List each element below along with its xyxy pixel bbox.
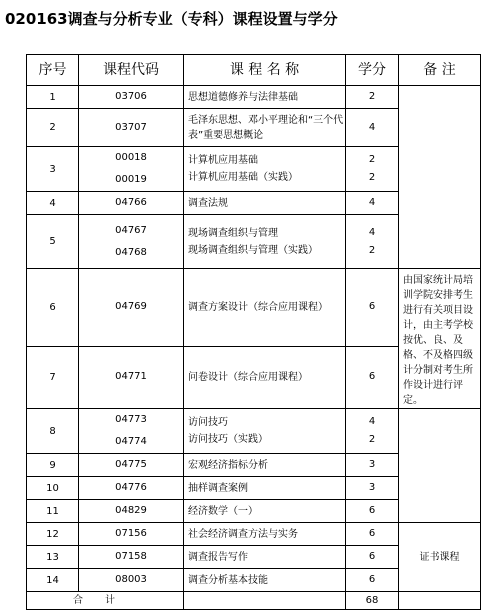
course-credit: 6 — [368, 551, 376, 562]
row-credit-cell — [346, 569, 399, 592]
row-credit-cell — [346, 147, 399, 192]
row-name-cell — [184, 477, 346, 500]
row-code-cell — [79, 569, 184, 592]
row-seq: 5 — [27, 215, 79, 269]
course-credit: 4 — [368, 226, 376, 238]
course-code: 04771 — [115, 371, 147, 383]
page-title: 020163调查与分析专业（专科）课程设置与学分 — [5, 10, 338, 28]
row-code-cell — [79, 546, 184, 569]
row-name-cell — [184, 569, 346, 592]
header-credit: 学分 — [346, 55, 399, 86]
total-row — [27, 592, 481, 610]
row-name-cell — [184, 454, 346, 477]
row-name-cell — [184, 523, 346, 546]
row-credit-cell — [346, 269, 399, 347]
course-name: 调查报告写作 — [188, 551, 248, 563]
row-seq: 8 — [27, 409, 79, 454]
row-code-cell — [79, 215, 184, 269]
course-code: 03707 — [115, 121, 147, 133]
course-code: 04769 — [115, 301, 147, 313]
total-label — [27, 592, 184, 610]
row-name-cell — [184, 500, 346, 523]
course-name: 调查分析基本技能 — [188, 574, 268, 586]
course-name: 抽样调查案例 — [188, 482, 248, 494]
course-code: 04776 — [115, 482, 147, 493]
row-seq: 14 — [27, 569, 79, 592]
total-note-cell — [399, 592, 481, 610]
course-credit: 4 — [368, 197, 376, 208]
course-name: 社会经济调查方法与实务 — [188, 528, 298, 540]
row-credit-cell — [346, 109, 399, 147]
note-empty-cell — [399, 409, 481, 523]
row-credit-cell — [346, 546, 399, 569]
header-seq: 序号 — [27, 55, 79, 86]
row-seq: 6 — [27, 269, 79, 347]
header-name: 课 程 名 称 — [184, 55, 346, 86]
row-name-cell — [184, 86, 346, 109]
row-name-cell — [184, 215, 346, 269]
row-code-cell — [79, 346, 184, 408]
course-name: 调查法规 — [188, 197, 228, 209]
row-seq: 4 — [27, 192, 79, 215]
course-code: 04766 — [115, 197, 147, 208]
row-seq: 13 — [27, 546, 79, 569]
table-row — [27, 409, 481, 454]
table-row — [27, 523, 481, 546]
note-practice-text: 由国家统计局培训学院安排考生进行有关项目设计，由主考学校按优、良、及格、不及格四级计分制对考生所作设计进行评定。 — [403, 275, 473, 406]
course-name: 访问技巧 — [188, 417, 228, 428]
course-name: 计算机应用基础 — [188, 155, 258, 166]
row-seq: 11 — [27, 500, 79, 523]
course-code: 04768 — [115, 246, 147, 258]
course-code: 03706 — [115, 91, 147, 102]
row-credit-cell — [346, 346, 399, 408]
course-name: 思想道德修养与法律基础 — [188, 91, 298, 103]
row-seq: 12 — [27, 523, 79, 546]
row-name-cell — [184, 269, 346, 347]
header-note: 备 注 — [399, 55, 481, 86]
total-label-text: 合计 — [73, 595, 137, 606]
row-seq: 2 — [27, 109, 79, 147]
course-credit: 6 — [368, 371, 376, 383]
row-credit-cell — [346, 215, 399, 269]
course-name: 计算机应用基础（实践） — [188, 172, 298, 183]
course-credit: 6 — [368, 301, 376, 313]
total-empty-cell — [184, 592, 346, 610]
row-name-cell — [184, 192, 346, 215]
table-header-row — [27, 55, 481, 86]
course-name: 宏观经济指标分析 — [188, 459, 268, 471]
row-credit-cell — [346, 477, 399, 500]
course-credit: 2 — [368, 91, 376, 102]
row-credit-cell — [346, 523, 399, 546]
row-seq: 1 — [27, 86, 79, 109]
row-seq: 3 — [27, 147, 79, 192]
course-credit: 2 — [368, 244, 376, 256]
course-name: 调查方案设计（综合应用课程） — [188, 301, 328, 313]
row-code-cell — [79, 454, 184, 477]
row-name-cell — [184, 109, 346, 147]
course-credit: 4 — [368, 121, 376, 133]
row-name-cell — [184, 409, 346, 454]
row-code-cell — [79, 269, 184, 347]
course-code: 08003 — [115, 574, 147, 585]
row-code-cell — [79, 523, 184, 546]
course-name: 访问技巧（实践） — [188, 434, 268, 445]
course-code: 04767 — [115, 224, 147, 236]
row-credit-cell — [346, 192, 399, 215]
course-credit: 6 — [368, 528, 376, 539]
course-code: 04829 — [115, 505, 147, 516]
row-code-cell — [79, 109, 184, 147]
course-code: 00018 — [115, 152, 147, 163]
note-practice-cell — [399, 269, 481, 409]
row-seq: 7 — [27, 346, 79, 408]
course-code: 00019 — [115, 174, 147, 185]
row-credit-cell — [346, 86, 399, 109]
row-code-cell — [79, 409, 184, 454]
total-credits: 68 — [346, 592, 399, 610]
row-code-cell — [79, 500, 184, 523]
row-name-cell — [184, 147, 346, 192]
note-certificate-cell: 证书课程 — [399, 523, 481, 592]
course-name: 现场调查组织与管理 — [188, 227, 278, 239]
table-row — [27, 269, 481, 347]
course-code: 07156 — [115, 528, 147, 539]
course-credit: 6 — [368, 574, 376, 585]
course-code: 04773 — [115, 414, 147, 425]
course-name: 经济数学（一） — [188, 505, 258, 517]
row-seq: 9 — [27, 454, 79, 477]
course-code: 04774 — [115, 436, 147, 447]
table-row — [27, 86, 481, 109]
course-credit: 6 — [368, 505, 376, 516]
course-credit: 3 — [368, 482, 376, 493]
curriculum-table — [26, 54, 481, 610]
course-credit: 2 — [368, 434, 376, 445]
course-code: 04775 — [115, 459, 147, 470]
note-empty-cell — [399, 86, 481, 269]
course-credit: 2 — [368, 154, 376, 165]
course-credit: 4 — [368, 416, 376, 427]
row-credit-cell — [346, 409, 399, 454]
row-code-cell — [79, 477, 184, 500]
table-body — [27, 86, 481, 610]
course-name: 现场调查组织与管理（实践） — [188, 244, 318, 256]
course-credit: 2 — [368, 172, 376, 183]
header-code: 课程代码 — [79, 55, 184, 86]
row-name-cell — [184, 546, 346, 569]
row-credit-cell — [346, 500, 399, 523]
course-name: 毛泽东思想、邓小平理论和“三个代表”重要思想概论 — [188, 114, 344, 141]
course-code: 07158 — [115, 551, 147, 562]
row-code-cell — [79, 147, 184, 192]
row-code-cell — [79, 192, 184, 215]
course-credit: 3 — [368, 459, 376, 470]
row-seq: 10 — [27, 477, 79, 500]
row-code-cell — [79, 86, 184, 109]
row-name-cell — [184, 346, 346, 408]
row-credit-cell — [346, 454, 399, 477]
course-name: 问卷设计（综合应用课程） — [188, 371, 308, 383]
